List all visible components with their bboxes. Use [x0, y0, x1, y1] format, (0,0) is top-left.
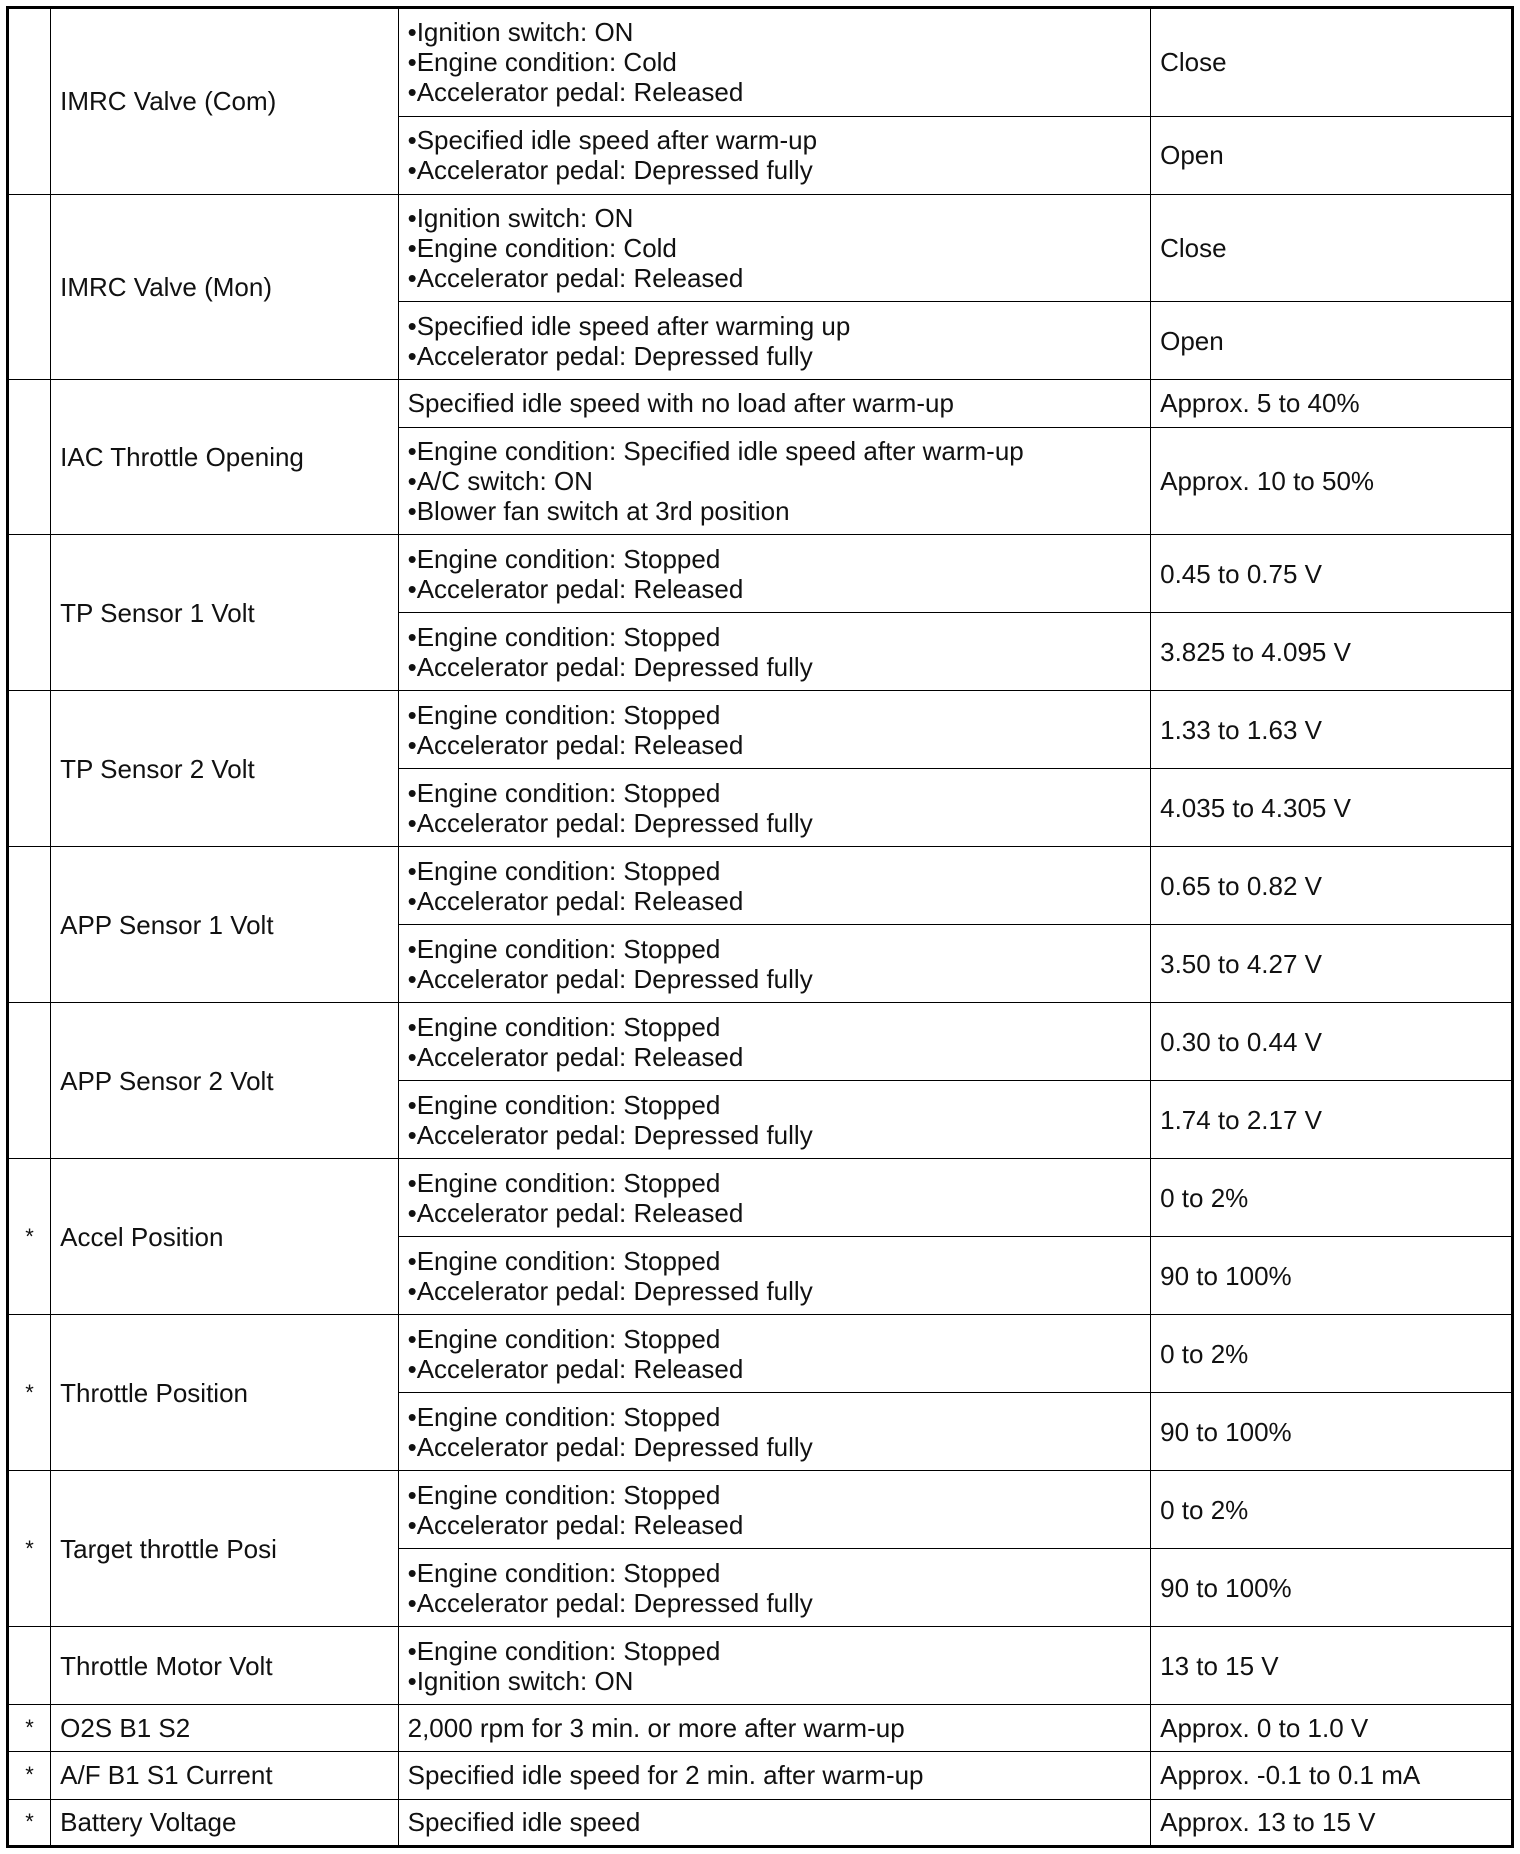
condition-line: •Blower fan switch at 3rd position	[407, 495, 790, 526]
item-name: IMRC Valve (Com)	[51, 8, 398, 195]
table-row	[8, 1315, 1513, 1393]
condition-cell	[398, 1549, 1151, 1627]
item-name: Throttle Position	[51, 1315, 398, 1471]
condition-line: •Accelerator pedal: Depressed fully	[407, 340, 813, 371]
condition-line: •Accelerator pedal: Depressed fully	[407, 807, 813, 838]
condition-cell	[398, 1003, 1151, 1081]
table-row	[8, 1627, 1513, 1705]
condition-line: •Accelerator pedal: Released	[407, 1353, 744, 1384]
item-name: APP Sensor 2 Volt	[51, 1003, 398, 1159]
condition-cell	[398, 1315, 1151, 1393]
condition-cell	[398, 427, 1151, 535]
table-row	[8, 1799, 1513, 1846]
condition-line: •Accelerator pedal: Depressed fully	[407, 963, 813, 994]
condition-line: •Ignition switch: ON	[407, 1665, 634, 1696]
condition-line: •Engine condition: Stopped	[407, 1245, 721, 1276]
specification-value: 3.825 to 4.095 V	[1151, 613, 1513, 691]
item-name: APP Sensor 1 Volt	[51, 847, 398, 1003]
specification-table	[6, 6, 1514, 1848]
condition-cell	[398, 302, 1151, 380]
condition-line: •Accelerator pedal: Depressed fully	[407, 1119, 813, 1150]
condition-line: •Ignition switch: ON	[407, 202, 634, 233]
specification-value: Approx. 10 to 50%	[1151, 427, 1513, 535]
condition-line: •Engine condition: Cold	[407, 232, 677, 263]
item-mark	[8, 1627, 51, 1705]
condition-cell	[398, 535, 1151, 613]
condition-line: •Accelerator pedal: Released	[407, 885, 744, 916]
specification-value: 3.50 to 4.27 V	[1151, 925, 1513, 1003]
condition-cell	[398, 925, 1151, 1003]
table-row	[8, 8, 1513, 117]
condition-line: •Engine condition: Stopped	[407, 1323, 721, 1354]
condition-cell	[398, 1159, 1151, 1237]
condition-cell	[398, 380, 1151, 427]
item-name: A/F B1 S1 Current	[51, 1752, 398, 1799]
item-mark	[8, 1003, 51, 1159]
table-row	[8, 1752, 1513, 1799]
table-row	[8, 1003, 1513, 1081]
item-mark	[8, 380, 51, 535]
condition-line: Specified idle speed with no load after warm-up	[407, 388, 954, 419]
specification-value: 0 to 2%	[1151, 1159, 1513, 1237]
condition-line: •Engine condition: Stopped	[407, 777, 721, 808]
condition-line: •Engine condition: Stopped	[407, 1635, 721, 1666]
specification-value: Close	[1151, 194, 1513, 302]
item-name: Battery Voltage	[51, 1799, 398, 1846]
condition-line: 2,000 rpm for 3 min. or more after warm-up	[407, 1713, 905, 1744]
condition-line: Specified idle speed for 2 min. after warm-up	[407, 1760, 924, 1791]
condition-line: •Engine condition: Stopped	[407, 933, 721, 964]
condition-line: •Accelerator pedal: Released	[407, 573, 744, 604]
condition-line: •Engine condition: Stopped	[407, 699, 721, 730]
specification-value: 1.33 to 1.63 V	[1151, 691, 1513, 769]
condition-cell	[398, 691, 1151, 769]
condition-cell	[398, 1081, 1151, 1159]
condition-cell	[398, 847, 1151, 925]
table-row	[8, 1471, 1513, 1549]
table-row	[8, 535, 1513, 613]
specification-value: Approx. 5 to 40%	[1151, 380, 1513, 427]
condition-cell	[398, 1393, 1151, 1471]
item-name: IMRC Valve (Mon)	[51, 194, 398, 380]
item-name: Throttle Motor Volt	[51, 1627, 398, 1705]
specification-value: 1.74 to 2.17 V	[1151, 1081, 1513, 1159]
condition-cell	[398, 1471, 1151, 1549]
specification-table-body	[8, 8, 1513, 1847]
condition-line: •Accelerator pedal: Released	[407, 1041, 744, 1072]
condition-line: •Specified idle speed after warming up	[407, 310, 851, 341]
condition-line: •Accelerator pedal: Released	[407, 1197, 744, 1228]
condition-line: •Engine condition: Stopped	[407, 1401, 721, 1432]
table-row	[8, 1705, 1513, 1752]
specification-value: 0.30 to 0.44 V	[1151, 1003, 1513, 1081]
table-row	[8, 1159, 1513, 1237]
condition-line: •Engine condition: Cold	[407, 47, 677, 78]
condition-cell	[398, 1752, 1151, 1799]
table-row	[8, 691, 1513, 769]
item-mark: *	[8, 1799, 51, 1846]
item-name: TP Sensor 1 Volt	[51, 535, 398, 691]
condition-line: •Specified idle speed after warm-up	[407, 125, 818, 156]
item-name: Target throttle Posi	[51, 1471, 398, 1627]
item-mark: *	[8, 1752, 51, 1799]
specification-value: 0.45 to 0.75 V	[1151, 535, 1513, 613]
item-mark	[8, 194, 51, 380]
specification-value: 90 to 100%	[1151, 1549, 1513, 1627]
condition-line: •Accelerator pedal: Released	[407, 1509, 744, 1540]
condition-cell	[398, 1237, 1151, 1315]
specification-value: Approx. -0.1 to 0.1 mA	[1151, 1752, 1513, 1799]
table-row	[8, 194, 1513, 302]
item-mark	[8, 691, 51, 847]
specification-value: Open	[1151, 116, 1513, 194]
condition-cell	[398, 1705, 1151, 1752]
specification-value: 90 to 100%	[1151, 1237, 1513, 1315]
condition-line: •Accelerator pedal: Depressed fully	[407, 1587, 813, 1618]
condition-line: •Engine condition: Stopped	[407, 1089, 721, 1120]
condition-line: •A/C switch: ON	[407, 465, 593, 496]
specification-value: Close	[1151, 8, 1513, 117]
condition-line: •Engine condition: Stopped	[407, 1011, 721, 1042]
specification-value: 0 to 2%	[1151, 1471, 1513, 1549]
condition-cell	[398, 769, 1151, 847]
specification-value: 0 to 2%	[1151, 1315, 1513, 1393]
condition-line: •Accelerator pedal: Depressed fully	[407, 1275, 813, 1306]
condition-cell	[398, 1799, 1151, 1846]
condition-line: •Accelerator pedal: Released	[407, 262, 744, 293]
item-mark	[8, 535, 51, 691]
condition-cell	[398, 116, 1151, 194]
table-row	[8, 380, 1513, 427]
condition-line: •Accelerator pedal: Released	[407, 729, 744, 760]
item-name: Accel Position	[51, 1159, 398, 1315]
table-row	[8, 847, 1513, 925]
condition-line: •Engine condition: Stopped	[407, 543, 721, 574]
item-name: TP Sensor 2 Volt	[51, 691, 398, 847]
condition-line: •Accelerator pedal: Depressed fully	[407, 651, 813, 682]
condition-line: •Engine condition: Stopped	[407, 1167, 721, 1198]
condition-cell	[398, 8, 1151, 117]
specification-value: 0.65 to 0.82 V	[1151, 847, 1513, 925]
item-name: IAC Throttle Opening	[51, 380, 398, 535]
condition-line: Specified idle speed	[407, 1807, 641, 1838]
condition-cell	[398, 613, 1151, 691]
specification-value: 13 to 15 V	[1151, 1627, 1513, 1705]
item-mark: *	[8, 1315, 51, 1471]
condition-line: •Accelerator pedal: Depressed fully	[407, 155, 813, 186]
specification-value: Approx. 0 to 1.0 V	[1151, 1705, 1513, 1752]
condition-line: •Ignition switch: ON	[407, 17, 634, 48]
condition-line: •Engine condition: Stopped	[407, 1557, 721, 1588]
specification-value: 90 to 100%	[1151, 1393, 1513, 1471]
specification-value: Open	[1151, 302, 1513, 380]
condition-line: •Engine condition: Stopped	[407, 621, 721, 652]
specification-value: 4.035 to 4.305 V	[1151, 769, 1513, 847]
condition-line: •Accelerator pedal: Released	[407, 77, 744, 108]
condition-line: •Accelerator pedal: Depressed fully	[407, 1431, 813, 1462]
condition-cell	[398, 194, 1151, 302]
condition-line: •Engine condition: Specified idle speed after warm-up	[407, 435, 1024, 466]
item-mark	[8, 847, 51, 1003]
condition-line: •Engine condition: Stopped	[407, 1479, 721, 1510]
condition-cell	[398, 1627, 1151, 1705]
specification-value: Approx. 13 to 15 V	[1151, 1799, 1513, 1846]
item-mark: *	[8, 1705, 51, 1752]
item-mark: *	[8, 1471, 51, 1627]
item-mark: *	[8, 1159, 51, 1315]
condition-line: •Engine condition: Stopped	[407, 855, 721, 886]
item-mark	[8, 8, 51, 195]
item-name: O2S B1 S2	[51, 1705, 398, 1752]
